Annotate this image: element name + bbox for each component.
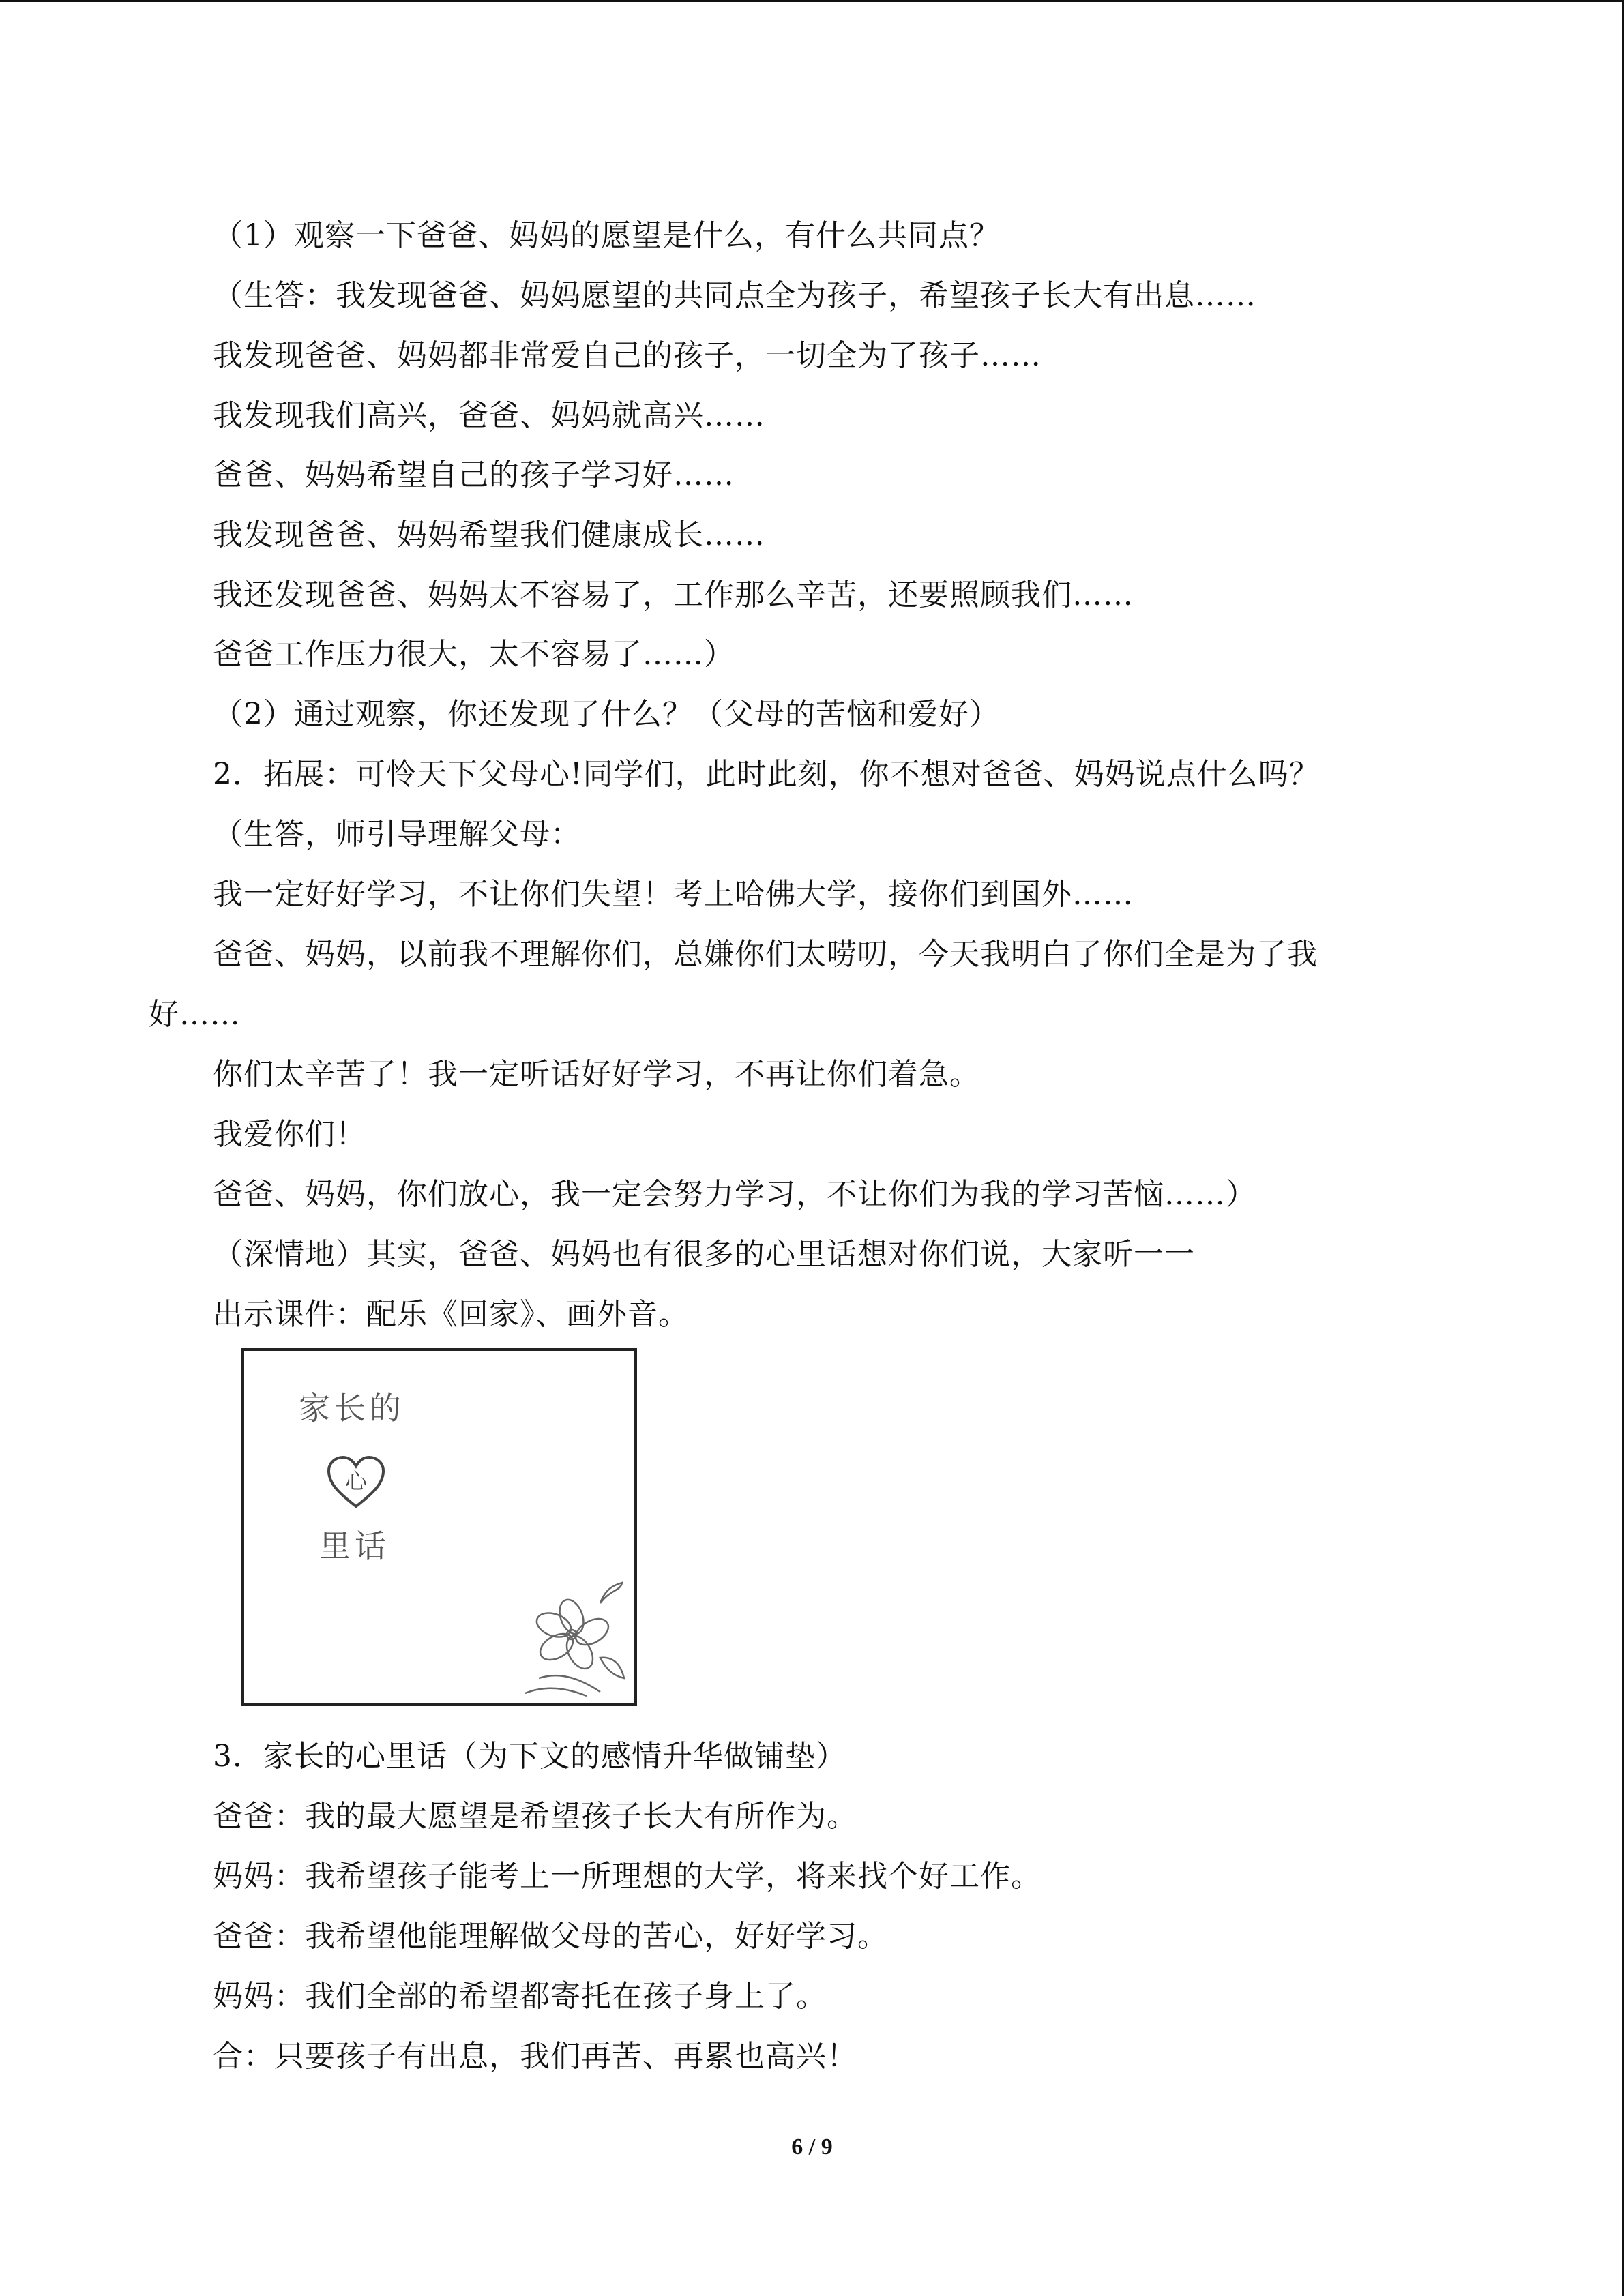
text-line: 爸爸：我的最大愿望是希望孩子长大有所作为。 [213,1799,857,1834]
text-line: 爸爸、妈妈希望自己的孩子学习好…… [213,458,735,492]
figure-heart-char: 心 [344,1468,368,1494]
text-line: 爸爸：我希望他能理解做父母的苦心，好好学习。 [213,1919,888,1954]
text-line: 2．拓展：可怜天下父母心!同学们，此时此刻，你不想对爸爸、妈妈说点什么吗？ [213,757,1320,792]
flower-icon [512,1576,628,1699]
text-line: 你们太辛苦了！我一定听话好好学习，不再让你们着急。 [213,1057,980,1092]
text-line: 合：只要孩子有出息，我们再苦、再累也高兴！ [213,2039,857,2074]
text-line: （2）通过观察，你还发现了什么？（父母的苦恼和爱好） [213,697,1000,732]
text-line: 我爱你们！ [213,1117,366,1152]
text-line: 爸爸工作压力很大，太不容易了……） [213,637,735,672]
text-line: 我发现爸爸、妈妈都非常爱自己的孩子，一切全为了孩子…… [213,338,1042,373]
text-line: 爸爸、妈妈，你们放心，我一定会努力学习，不让你们为我的学习苦恼……） [213,1177,1256,1212]
heart-icon [325,1455,387,1510]
figure-caption-line2: 里话 [319,1527,390,1564]
text-line: 爸爸、妈妈，以前我不理解你们，总嫌你们太唠叨，今天我明白了你们全是为了我 [213,937,1318,972]
text-line: （生答：我发现爸爸、妈妈愿望的共同点全为孩子，希望孩子长大有出息…… [213,278,1256,313]
text-line: 我一定好好学习，不让你们失望！考上哈佛大学，接你们到国外…… [213,877,1134,912]
text-line: 出示课件：配乐《回家》、画外音。 [213,1297,689,1332]
text-line: 3．家长的心里话（为下文的感情升华做铺垫） [213,1739,846,1774]
text-line: 我发现爸爸、妈妈希望我们健康成长…… [213,518,765,552]
figure-caption-line1: 家长的 [299,1390,405,1427]
text-line: （1）观察一下爸爸、妈妈的愿望是什么，有什么共同点？ [213,218,1000,253]
top-border [0,0,1624,2]
text-line: 我发现我们高兴，爸爸、妈妈就高兴…… [213,398,765,433]
parents-heart-words-figure [241,1348,637,1706]
page-number: 6 / 9 [791,2134,833,2160]
text-line: （深情地）其实，爸爸、妈妈也有很多的心里话想对你们说，大家听一一 [213,1237,1195,1272]
text-line: 妈妈：我希望孩子能考上一所理想的大学，将来找个好工作。 [213,1859,1042,1894]
text-line: （生答，师引导理解父母： [213,817,581,852]
text-line: 妈妈：我们全部的希望都寄托在孩子身上了。 [213,1979,827,2014]
text-line: 好…… [149,997,241,1032]
text-line: 我还发现爸爸、妈妈太不容易了，工作那么辛苦，还要照顾我们…… [213,578,1134,612]
